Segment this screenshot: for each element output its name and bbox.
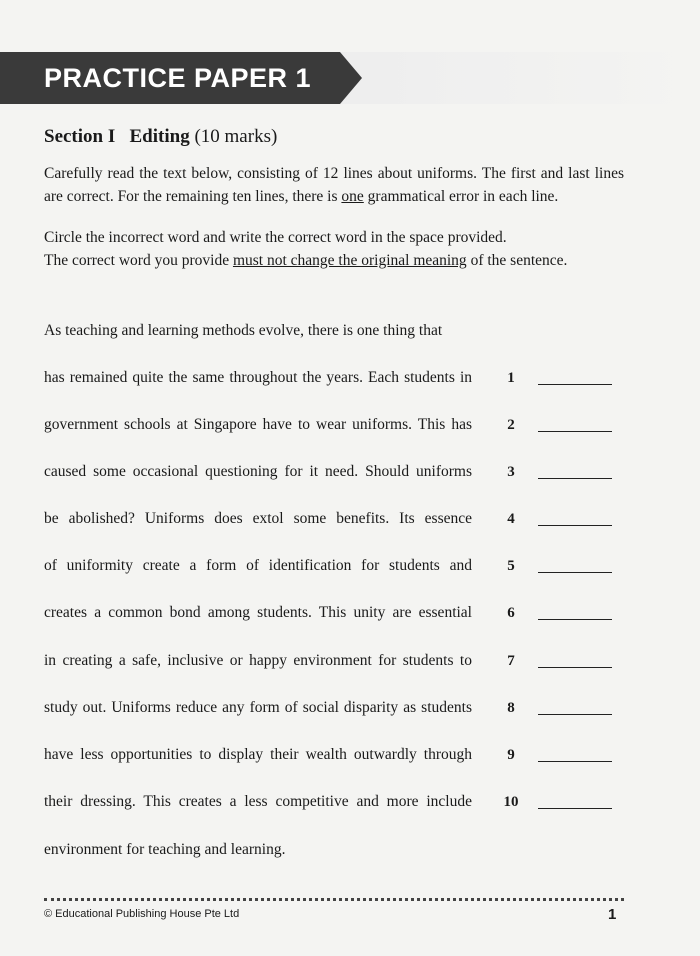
answer-blank[interactable]: [538, 525, 612, 526]
header-banner-arrow-icon: [340, 52, 362, 104]
footer-copyright: © Educational Publishing House Pte Ltd: [44, 908, 240, 920]
passage-line: has remained quite the same throughout the years. Each students in: [44, 369, 472, 386]
answer-blank[interactable]: [538, 808, 612, 809]
passage-line: be abolished? Uniforms does extol some benefits. Its essence: [44, 510, 472, 527]
line-number: 5: [507, 558, 515, 574]
line-number: 7: [507, 653, 515, 669]
answer-blank[interactable]: [538, 619, 612, 620]
page-title: PRACTICE PAPER 1: [44, 63, 312, 93]
instructions-emphasis: one: [341, 188, 364, 205]
answer-blank[interactable]: [538, 478, 612, 479]
instructions-paragraph-2: [44, 226, 624, 272]
passage-line: study out. Uniforms reduce any form of social disparity as students: [44, 699, 472, 716]
answer-blank[interactable]: [538, 714, 612, 715]
passage-line: their dressing. This creates a less competitive and more include: [44, 793, 472, 810]
passage-line: have less opportunities to display their wealth outwardly through: [44, 746, 472, 763]
line-number: 10: [503, 794, 519, 810]
passage-line: in creating a safe, inclusive or happy environment for students to: [44, 652, 472, 669]
answer-blank[interactable]: [538, 667, 612, 668]
instructions-text: The correct word you provide: [44, 252, 233, 269]
section-marks: (10 marks): [194, 126, 278, 147]
answer-blank[interactable]: [538, 384, 612, 385]
passage-line: caused some occasional questioning for it need. Should uniforms: [44, 463, 472, 480]
instructions-text: Carefully read the text below, consisting of 12 lines about uniforms. The first and last lines are correct. For the remaining ten lines, there is: [44, 165, 624, 205]
instructions-text: Circle the incorrect word and write the correct word in the space provided.: [44, 229, 507, 246]
answer-blank[interactable]: [538, 572, 612, 573]
footer-divider: [44, 898, 624, 901]
page-number: 1: [608, 906, 617, 923]
line-number: 2: [507, 417, 515, 433]
passage-line: creates a common bond among students. This unity are essential: [44, 604, 472, 621]
line-number: 4: [507, 511, 515, 527]
instructions-paragraph-1: [44, 162, 624, 208]
line-number: 1: [507, 370, 515, 386]
line-number: 6: [507, 605, 515, 621]
passage-line: environment for teaching and learning.: [44, 841, 286, 858]
passage-line: government schools at Singapore have to wear uniforms. This has: [44, 416, 472, 433]
line-number: 3: [507, 464, 515, 480]
section-heading: [44, 126, 277, 148]
answer-blank[interactable]: [538, 431, 612, 432]
line-number: 8: [507, 700, 515, 716]
passage-line: of uniformity create a form of identification for students and: [44, 557, 472, 574]
instructions-text: grammatical error in each line.: [363, 188, 559, 205]
answer-blank[interactable]: [538, 761, 612, 762]
instructions-text: of the sentence.: [466, 252, 568, 269]
section-label: Section I: [44, 126, 116, 147]
passage-line: As teaching and learning methods evolve, there is one thing that: [44, 322, 443, 339]
section-name: Editing: [129, 126, 190, 147]
line-number: 9: [507, 747, 515, 763]
instructions-emphasis: must not change the original meaning: [232, 252, 467, 269]
